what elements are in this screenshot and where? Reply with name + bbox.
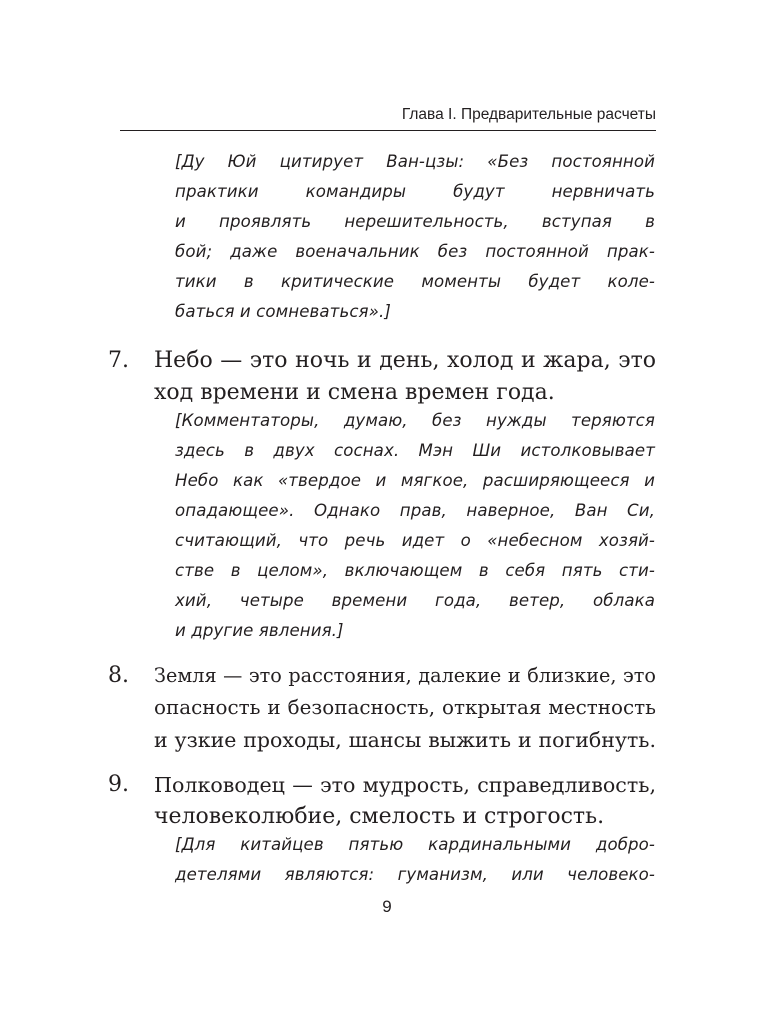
text-line: опадающее». Однако прав, наверное, Ван Си,	[175, 501, 655, 520]
commentary-block-7	[175, 406, 655, 646]
page-number: 9	[382, 897, 392, 916]
text-line: человеколюбие, смелость и строгость.	[154, 804, 605, 829]
text-line: и проявлять нерешительность, вступая в	[175, 212, 655, 231]
text-line: опасность и безопасность, открытая местность	[154, 696, 656, 719]
commentary-block-9	[175, 830, 655, 890]
header-rule	[120, 130, 656, 131]
text-line: стве в целом», включающем в себя пять сти-	[175, 561, 655, 580]
point-number: 7.	[108, 348, 129, 373]
text-line: тики в критические моменты будет коле-	[175, 272, 655, 291]
text-line: ход времени и смена времен года.	[154, 380, 555, 405]
text-line: Земля — это расстояния, далекие и близкие, это	[154, 664, 656, 687]
running-head: Глава I. Предварительные расчеты	[401, 106, 656, 123]
text-line: считающий, что речь идет о «небесном хозяй-	[175, 531, 655, 550]
text-line: [Ду Юй цитирует Ван-цзы: «Без постоянной	[175, 152, 655, 171]
text-line: и узкие проходы, шансы выжить и погибнуть.	[154, 728, 656, 752]
text-line: Небо как «твердое и мягкое, расширяющееся и	[175, 471, 655, 490]
point-number: 8.	[108, 663, 129, 688]
text-line: [Для китайцев пятью кардинальными добро-	[175, 835, 655, 854]
point-text	[154, 769, 656, 833]
point-text	[154, 345, 656, 409]
text-line: здесь в двух соснах. Мэн Ши истолковывает	[175, 441, 655, 460]
text-line: практики командиры будут нервничать	[175, 182, 655, 201]
text-line: баться и сомневаться».]	[175, 302, 391, 321]
text-line: хий, четыре времени года, ветер, облака	[175, 591, 655, 610]
point-text	[154, 660, 656, 756]
text-line: детелями являются: гуманизм, или человеко-	[175, 865, 655, 884]
text-line: и другие явления.]	[175, 621, 344, 640]
text-line: Полководец — это мудрость, справедливость,	[154, 773, 656, 797]
text-line: [Комментаторы, думаю, без нужды теряются	[175, 411, 655, 430]
point-number: 9.	[108, 772, 129, 797]
text-line: бой; даже военачальник без постоянной прак-	[175, 242, 655, 261]
commentary-block-1	[175, 147, 655, 327]
text-line: Небо — это ночь и день, холод и жара, это	[154, 348, 656, 373]
